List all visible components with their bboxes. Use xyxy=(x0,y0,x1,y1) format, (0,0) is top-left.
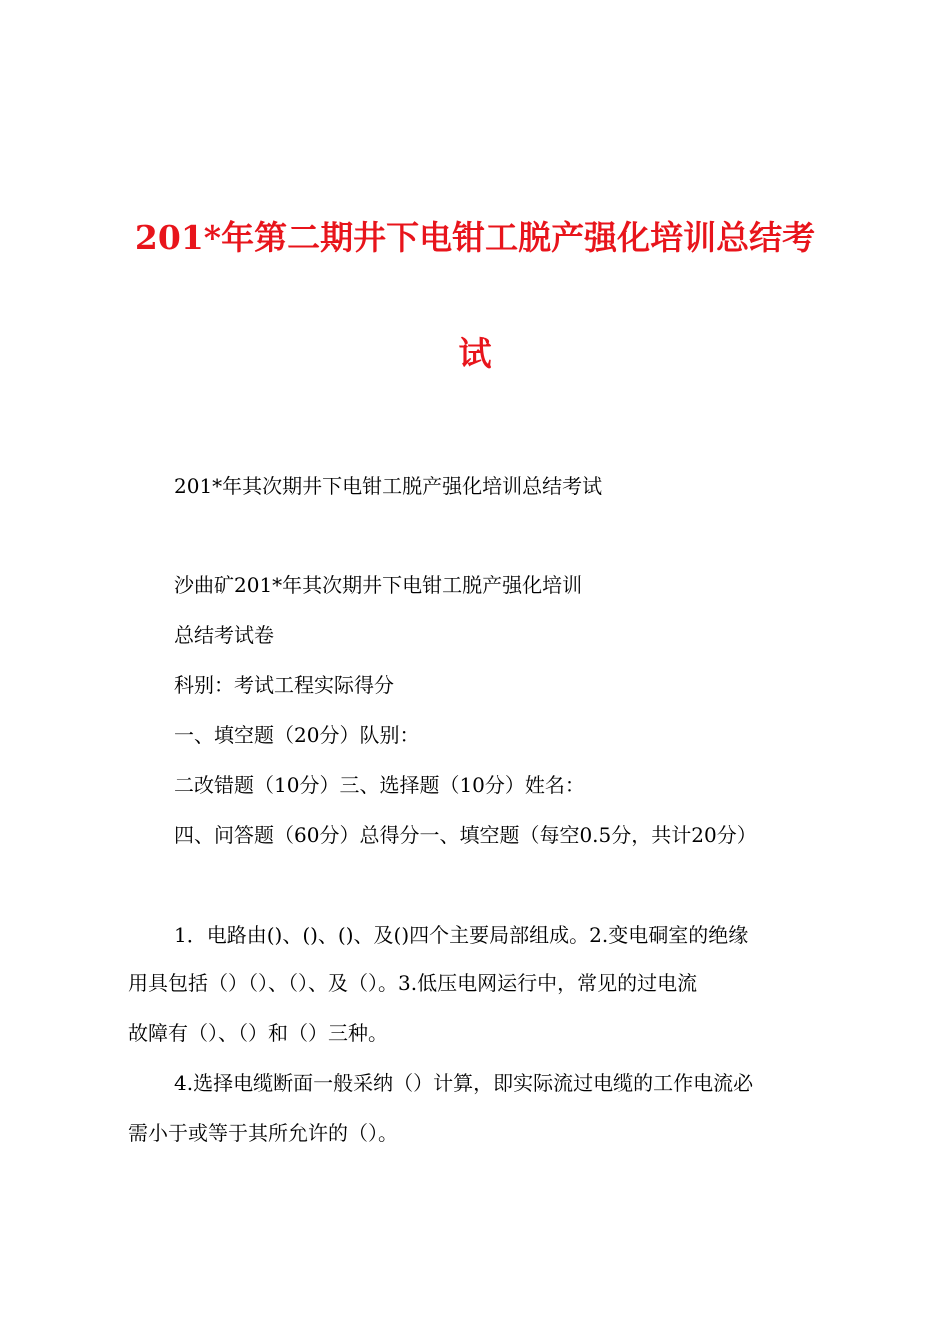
question-line: 1．电路由()、()、()、及()四个主要局部组成。2.变电硐室的绝缘 xyxy=(174,923,749,947)
body-line: 一、填空题（20分）队别： xyxy=(174,723,420,747)
question-line: 用具包括（）（）、（）、及（）。3.低压电网运行中，常见的过电流 xyxy=(128,971,698,995)
body-line: 科别：考试工程实际得分 xyxy=(174,673,394,697)
body-line: 沙曲矿201*年其次期井下电钳工脱产强化培训 xyxy=(174,573,583,597)
document-title-line-2: 试 xyxy=(458,334,492,373)
question-line: 故障有（）、（）和（）三种。 xyxy=(128,1021,388,1045)
question-line: 4.选择电缆断面一般采纳（）计算，即实际流过电缆的工作电流必 xyxy=(174,1071,754,1095)
subtitle-line: 201*年其次期井下电钳工脱产强化培训总结考试 xyxy=(174,474,603,498)
document-title-line-1: 201*年第二期井下电钳工脱产强化培训总结考 xyxy=(134,218,816,257)
body-line: 总结考试卷 xyxy=(174,623,274,647)
question-line: 需小于或等于其所允许的（）。 xyxy=(128,1121,398,1145)
body-line: 四、问答题（60分）总得分一、填空题（每空0.5分，共计20分） xyxy=(174,823,757,847)
body-line: 二改错题（10分）三、选择题（10分）姓名： xyxy=(174,773,585,797)
